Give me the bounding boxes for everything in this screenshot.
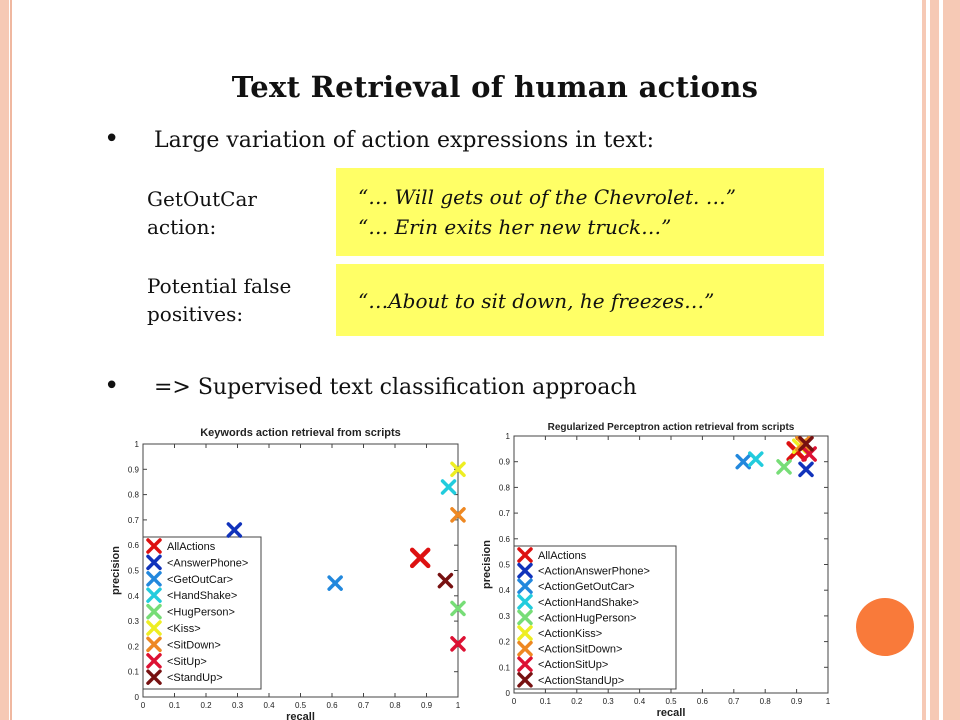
chart-title: Keywords action retrieval from scripts xyxy=(200,427,401,439)
x-tick-label: 0.6 xyxy=(696,697,708,706)
y-tick-label: 0.6 xyxy=(127,541,139,551)
x-tick-label: 0.5 xyxy=(665,697,677,706)
y-axis-label: precision xyxy=(481,540,493,589)
y-tick-label: 0.2 xyxy=(127,642,139,652)
x-tick-label: 0.3 xyxy=(231,701,244,710)
legend-label: <ActionSitDown> xyxy=(538,643,623,656)
bullet-dot-icon: • xyxy=(104,371,120,401)
y-tick-label: 0.1 xyxy=(498,663,510,673)
legend-label: <ActionStandUp> xyxy=(538,674,625,687)
bullet-text: Large variation of action expressions in text: xyxy=(154,128,655,153)
y-tick-label: 0.1 xyxy=(127,667,139,677)
x-tick-label: 0.3 xyxy=(602,697,614,706)
y-tick-label: 0.5 xyxy=(127,566,139,576)
x-tick-label: 1 xyxy=(825,697,831,706)
chart-title: Regularized Perceptron action retrieval from scripts xyxy=(547,422,795,433)
y-tick-label: 0.8 xyxy=(498,483,510,493)
x-tick-label: 0.2 xyxy=(571,697,583,706)
y-axis-label: precision xyxy=(110,546,122,595)
label-line: positives: xyxy=(147,302,244,326)
y-tick-label: 0.4 xyxy=(498,586,510,596)
x-tick-label: 0.5 xyxy=(294,701,307,710)
x-tick-label: 0 xyxy=(511,697,517,706)
legend-label: <ActionGetOutCar> xyxy=(538,581,635,594)
y-tick-label: 0.8 xyxy=(127,490,139,500)
y-tick-label: 0.4 xyxy=(127,591,139,601)
y-tick-label: 0 xyxy=(505,689,510,698)
right-border-stripe xyxy=(922,0,926,720)
y-tick-label: 0 xyxy=(134,693,139,702)
x-axis-label: recall xyxy=(656,707,686,719)
x-tick-label: 0.8 xyxy=(389,701,401,710)
x-tick-label: 0.8 xyxy=(759,697,771,706)
quote-text: “…About to sit down, he freezes…” xyxy=(358,289,715,313)
x-tick-label: 0.9 xyxy=(791,697,803,706)
slide-title: Text Retrieval of human actions xyxy=(231,70,759,104)
legend-label: <ActionSitUp> xyxy=(538,659,609,672)
y-tick-label: 0.3 xyxy=(127,617,139,627)
label-line: action: xyxy=(147,215,217,239)
bullet-dot-icon: • xyxy=(104,124,120,154)
label-line: Potential false xyxy=(147,274,292,298)
legend-label: <HandShake> xyxy=(167,590,238,603)
legend-label: AllActions xyxy=(538,550,587,562)
label-line: GetOutCar xyxy=(147,187,257,211)
legend-label: <ActionHugPerson> xyxy=(538,612,637,625)
left-border-bar xyxy=(0,0,9,720)
x-tick-label: 0.6 xyxy=(326,701,338,710)
quote-text: “… Will gets out of the Chevrolet. …” xyxy=(358,185,736,209)
legend-label: <ActionKiss> xyxy=(538,628,603,640)
legend-label: <ActionAnswerPhone> xyxy=(538,565,650,578)
legend-label: <SitDown> xyxy=(167,639,221,652)
legend-label: <AnswerPhone> xyxy=(167,557,249,570)
scatter-chart-perceptron xyxy=(476,418,836,720)
y-tick-label: 0.9 xyxy=(127,465,139,475)
x-tick-label: 0 xyxy=(140,701,146,710)
x-tick-label: 0.9 xyxy=(420,701,433,710)
legend-label: <GetOutCar> xyxy=(167,573,234,586)
left-border-line xyxy=(10,0,12,720)
legend-label: AllActions xyxy=(167,541,216,553)
legend-label: <ActionHandShake> xyxy=(538,596,639,609)
bullet-text: => Supervised text classification approach xyxy=(154,375,637,400)
scatter-chart-keywords xyxy=(98,420,470,720)
x-tick-label: 0.4 xyxy=(263,701,275,710)
right-border-stripe xyxy=(943,0,960,720)
quote-text: “… Erin exits her new truck…” xyxy=(358,215,672,239)
y-tick-label: 0.7 xyxy=(498,509,510,519)
x-tick-label: 0.7 xyxy=(357,701,370,710)
x-tick-label: 0.1 xyxy=(539,697,551,706)
x-tick-label: 0.7 xyxy=(728,697,740,706)
x-axis-label: recall xyxy=(286,711,315,720)
y-tick-label: 1 xyxy=(134,440,139,449)
x-tick-label: 0.2 xyxy=(200,701,212,710)
quote-box xyxy=(336,168,824,256)
y-tick-label: 0.2 xyxy=(498,637,510,647)
y-tick-label: 0.5 xyxy=(498,560,510,570)
y-tick-label: 0.6 xyxy=(498,534,510,544)
group-label xyxy=(147,272,291,328)
right-border-stripe xyxy=(930,0,939,720)
y-tick-label: 0.3 xyxy=(498,611,510,621)
legend-label: <Kiss> xyxy=(167,623,201,635)
y-tick-label: 0.7 xyxy=(127,515,139,525)
x-tick-label: 1 xyxy=(455,701,461,710)
x-tick-label: 0.4 xyxy=(634,697,646,706)
y-tick-label: 0.9 xyxy=(498,457,510,467)
legend-label: <StandUp> xyxy=(167,672,223,685)
y-tick-label: 1 xyxy=(505,432,510,441)
legend-label: <HugPerson> xyxy=(167,606,235,619)
group-label xyxy=(147,185,257,241)
x-tick-label: 0.1 xyxy=(168,701,181,710)
legend-label: <SitUp> xyxy=(167,655,207,668)
decorative-dot xyxy=(856,598,914,656)
